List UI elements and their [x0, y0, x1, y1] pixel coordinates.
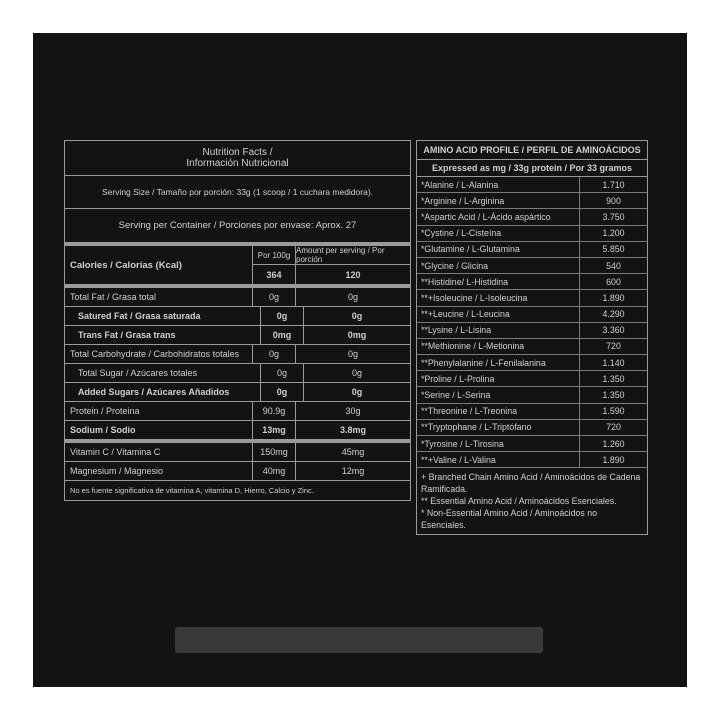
nutrient-per-serving: 0g: [295, 288, 410, 306]
servings-per-container-text: Serving per Container / Porciones por envase: Aprox. 27: [118, 220, 357, 231]
nutrition-title: [65, 141, 410, 176]
nutrition-footnote: [65, 481, 410, 500]
amino-name: **+Leucine / L-Leucina: [417, 307, 580, 322]
nutrient-label: Added Sugars / Azúcares Añadidos: [78, 387, 230, 397]
nutrient-per-100g: 0g: [252, 288, 295, 306]
table-row: [65, 402, 410, 421]
table-row: [417, 452, 647, 468]
amino-value: 5.850: [602, 244, 625, 255]
table-row: [65, 307, 410, 326]
table-row: [417, 420, 647, 436]
nutrient-per-100g: 0mg: [260, 326, 303, 344]
amino-value: 1.350: [602, 373, 625, 384]
amino-name: **Methionine / L-Metionina: [417, 339, 580, 354]
table-row: [65, 288, 410, 307]
table-row: [417, 371, 647, 387]
table-row: [417, 404, 647, 420]
nutrient-per-serving: 0g: [303, 307, 410, 325]
nutrient-per-serving: 12mg: [295, 462, 410, 480]
amino-title: AMINO ACID PROFILE / PERFIL DE AMINOÁCIDOS: [417, 141, 647, 160]
amino-value: 1.140: [602, 357, 625, 368]
amino-acid-profile-table: [416, 140, 648, 535]
table-row: [65, 383, 410, 402]
nutrition-title-line1: Nutrition Facts /: [202, 147, 273, 158]
table-row: [65, 345, 410, 364]
amino-value: 600: [606, 276, 621, 287]
nutrient-per-100g: 0g: [260, 307, 303, 325]
calories-serving-cell: [295, 246, 410, 284]
amino-value: 1.590: [602, 406, 625, 417]
table-row: [417, 209, 647, 225]
nutrient-per-100g: 13mg: [252, 421, 295, 439]
servings-per-container: [65, 209, 410, 246]
amino-value: 1.890: [602, 454, 625, 465]
table-row: [417, 387, 647, 403]
nutrient-label: Protein / Proteina: [70, 406, 140, 416]
nutrient-per-serving: 0mg: [303, 326, 410, 344]
amino-name: **Histidine/ L-Histidina: [417, 274, 580, 289]
nutrient-label: Total Fat / Grasa total: [70, 292, 157, 302]
table-row: [417, 226, 647, 242]
amino-value: 540: [606, 260, 621, 271]
table-row: [417, 323, 647, 339]
table-row: [417, 436, 647, 452]
amino-name: **+Isoleucine / L-Isoleucina: [417, 290, 580, 305]
amino-name: *Arginine / L-Arginina: [417, 193, 580, 208]
table-row: [417, 339, 647, 355]
amino-name: *Glutamine / L-Glutamina: [417, 242, 580, 257]
nutrition-footnote-text: No es fuente significativa de vitamina A, vitamina D, Hierro, Calcio y Zinc.: [70, 486, 314, 495]
amino-name: *Glycine / Glicina: [417, 258, 580, 273]
table-row: [65, 326, 410, 345]
nutrient-label: Satured Fat / Grasa saturada: [78, 311, 201, 321]
serving-size-text: Serving Size / Tamaño por porción: 33g (1 scoop / 1 cuchara medidora).: [101, 187, 374, 197]
amino-value: 4.290: [602, 309, 625, 320]
nutrient-label: Vitamin C / Vitamina C: [70, 447, 161, 457]
table-row: [417, 177, 647, 193]
calories-100g: 364: [253, 264, 295, 284]
amino-name: *Serine / L-Serina: [417, 387, 580, 402]
serving-size: [65, 176, 410, 209]
nutrient-label: Trans Fat / Grasa trans: [78, 330, 176, 340]
amino-name: **Threonine / L-Treonina: [417, 404, 580, 419]
calories-100g-cell: [252, 246, 295, 284]
table-row: [417, 193, 647, 209]
nutrition-facts-table: [64, 140, 411, 501]
amino-value: 1.260: [602, 438, 625, 449]
column-header-100g: Por 100g: [257, 250, 291, 260]
nutrient-per-serving: 0g: [303, 364, 410, 382]
nutrient-per-serving: 3.8mg: [295, 421, 410, 439]
legend-non-essential: * Non-Essential Amino Acid / Aminoácidos no Esenciales.: [421, 508, 598, 531]
amino-name: **Tryptophane / L-Triptófano: [417, 420, 580, 435]
calories-label: Calories / Calorías (Kcal): [70, 259, 182, 271]
amino-name: **+Valine / L-Valina: [417, 452, 580, 467]
nutrient-label: Total Sugar / Azúcares totales: [78, 368, 198, 378]
table-row: [417, 307, 647, 323]
table-row: [65, 421, 410, 443]
amino-value: 3.750: [602, 211, 625, 222]
calories-row: [65, 246, 410, 288]
calories-serving: 120: [296, 264, 410, 284]
table-row: [65, 443, 410, 462]
table-row: [417, 290, 647, 306]
nutrient-per-100g: 0g: [260, 383, 303, 401]
amino-value: 1.710: [602, 179, 625, 190]
table-row: [65, 364, 410, 383]
nutrition-title-line2: Información Nutricional: [186, 158, 289, 169]
amino-value: 1.890: [602, 292, 625, 303]
amino-name: *Cystine / L-Cisteína: [417, 226, 580, 241]
amino-value: 900: [606, 195, 621, 206]
table-row: [417, 274, 647, 290]
nutrient-per-serving: 30g: [295, 402, 410, 420]
table-row: [417, 355, 647, 371]
table-row: [417, 258, 647, 274]
nutrient-label: Total Carbohydrate / Carbohidratos totales: [70, 349, 240, 359]
nutrient-per-serving: 45mg: [295, 443, 410, 461]
amino-name: *Proline / L-Prolina: [417, 371, 580, 386]
amino-legend: [417, 468, 647, 534]
amino-value: 1.350: [602, 390, 625, 401]
amino-name: **Phenylalanine / L-Fenilalanina: [417, 355, 580, 370]
nutrient-per-100g: 0g: [252, 345, 295, 363]
amino-name: *Alanine / L-Alanina: [417, 177, 580, 192]
amino-subtitle: Expressed as mg / 33g protein / Por 33 gramos: [417, 160, 647, 177]
nutrient-per-serving: 0g: [295, 345, 410, 363]
amino-value: 720: [606, 422, 621, 433]
amino-value: 1.200: [602, 228, 625, 239]
amino-value: 720: [606, 341, 621, 352]
amino-name: *Aspartic Acid / L-Ácido aspártico: [417, 209, 580, 224]
amino-name: *Tyrosine / L-Tirosina: [417, 436, 580, 451]
column-header-serving: Amount per serving / Por porción: [296, 246, 385, 264]
nutrient-per-serving: 0g: [303, 383, 410, 401]
legend-essential: ** Essential Amino Acid / Aminoácidos Esenciales.: [421, 496, 617, 507]
amino-name: **Lysine / L-Lisina: [417, 323, 580, 338]
nutrient-per-100g: 150mg: [252, 443, 295, 461]
nutrient-per-100g: 0g: [260, 364, 303, 382]
nutrient-per-100g: 40mg: [252, 462, 295, 480]
table-row: [417, 242, 647, 258]
legend-bcaa: + Branched Chain Amino Acid / Aminoácidos de Cadena Ramificada.: [421, 472, 641, 495]
amino-value: 3.360: [602, 325, 625, 336]
nutrient-label: Magnesium / Magnesio: [70, 466, 164, 476]
nutrient-per-100g: 90.9g: [252, 402, 295, 420]
blurred-text-bar: [175, 627, 543, 653]
table-row: [65, 462, 410, 481]
nutrient-label: Sodium / Sodio: [70, 425, 136, 435]
